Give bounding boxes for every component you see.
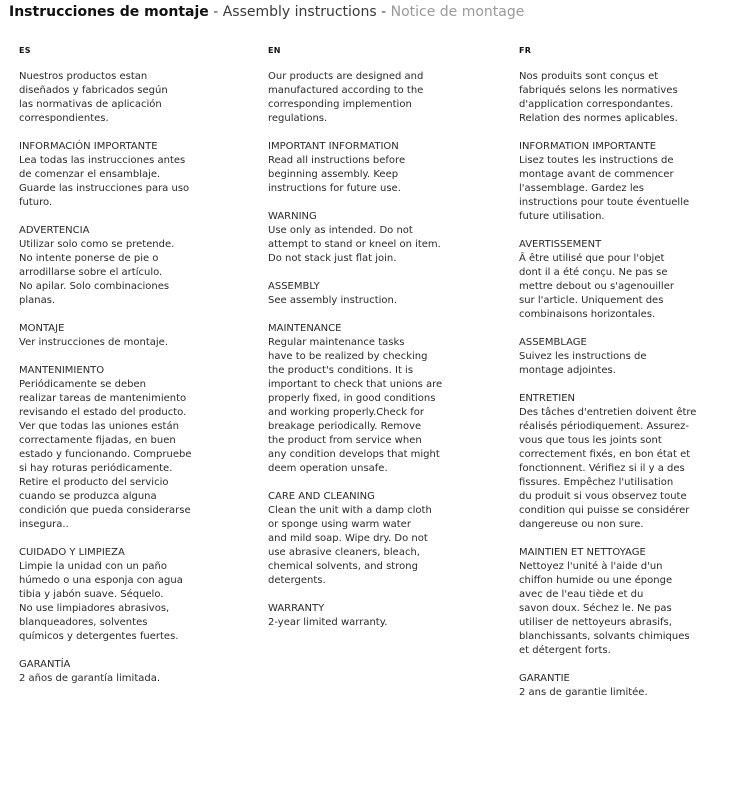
section-body: Â être utilisé que pour l'objet dont il a été conçu. Ne pas se mettre debout ou s'agenouiller sur l'article. Uniquement des combinaisons horizontales. <box>519 253 674 320</box>
section-body: Clean the unit with a damp cloth or sponge using warm water and mild soap. Wipe dry. Do not use abrasive cleaners, bleach, chemical solvents, and strong detergents. <box>268 505 432 586</box>
section-heading: IMPORTANT INFORMATION <box>268 141 399 152</box>
section-heading: GARANTIE <box>519 673 570 684</box>
section-body: Des tâches d'entretien doivent être réalisés périodiquement. Assurez- vous que tous les joints sont correctement fixés, en bon état et fonctionnent. Vérifiez si il y a des fissures. Empêchez l'utilisation du produit si vous observez toute condition qui puisse se considérer dangereuse ou non sure. <box>519 407 697 530</box>
section-heading: ENTRETIEN <box>519 393 576 404</box>
section-maintenance-fr <box>519 392 719 532</box>
section-heading: AVERTISSEMENT <box>519 239 602 250</box>
section-warranty-en <box>268 602 463 630</box>
section-warranty-fr <box>519 672 719 700</box>
section-assembly-en <box>268 280 463 308</box>
section-body: Utilizar solo como se pretende. No intente ponerse de pie o arrodillarse sobre el artículo. No apilar. Solo combinaciones planas. <box>19 239 175 306</box>
section-warning-en <box>268 210 463 266</box>
title-french: Notice de montage <box>390 4 525 20</box>
section-body: Limpie la unidad con un paño húmedo o una esponja con agua tibia y jabón suave. Séquelo. No use limpiadores abrasivos, blanqueadores, solventes químicos y detergentes fuertes. <box>19 561 183 642</box>
section-body: Periódicamente se deben realizar tareas de mantenimiento revisando el estado del producto. Ver que todas las uniones están correctamente fijadas, en buen estado y funcionando. Compruebe si hay roturas periódicamente. Retire el producto del servicio cuando se produzca alguna condición que pueda considerarse insegura.. <box>19 379 192 530</box>
section-body: Nettoyez l'unité à l'aide d'un chiffon humide ou une éponge avec de l'eau tiède et du savon doux. Séchez le. Ne pas utiliser de nettoyeurs abrasifs, blanchissants, solvants chimiques et détergent forts. <box>519 561 690 656</box>
section-warning-es <box>19 224 219 308</box>
section-care-cleaning-en <box>268 490 463 588</box>
intro-text-es: Nuestros productos estan diseñados y fabricados según las normativas de aplicación correspondientes. <box>19 71 168 124</box>
section-body: 2 años de garantía limitada. <box>19 673 161 684</box>
document-title <box>9 3 524 21</box>
section-heading: ASSEMBLY <box>268 281 320 292</box>
section-body: Lisez toutes les instructions de montage avant de commencer l'assemblage. Gardez les instructions pour toute éventuelle future utilisation. <box>519 155 690 222</box>
section-heading: MAINTENANCE <box>268 323 342 334</box>
section-body: Lea todas las instrucciones antes de comenzar el ensamblaje. Guarde las instrucciones para uso futuro. <box>19 155 190 208</box>
section-heading: MAINTIEN ET NETTOYAGE <box>519 547 646 558</box>
title-english: Assembly instructions <box>222 4 377 20</box>
section-body: Ver instrucciones de montaje. <box>19 337 169 348</box>
section-assembly-es <box>19 322 219 350</box>
section-warning-fr <box>519 238 719 322</box>
section-heading: ADVERTENCIA <box>19 225 90 236</box>
title-spanish: Instrucciones de montaje <box>9 4 209 20</box>
section-heading: CUIDADO Y LIMPIEZA <box>19 547 125 558</box>
section-heading: CARE AND CLEANING <box>268 491 375 502</box>
section-heading: MONTAJE <box>19 323 65 334</box>
section-heading: GARANTÍA <box>19 659 71 670</box>
section-body: Read all instructions before beginning assembly. Keep instructions for future use. <box>268 155 406 194</box>
section-body: Regular maintenance tasks have to be realized by checking the product's conditions. It is important to check that unions are properly fixed, in good conditions and working properly.Check for breakage periodically. Remove the product from service when any condition develops that might deem operation unsafe. <box>268 337 443 474</box>
section-warranty-es <box>19 658 219 686</box>
section-important-information-fr <box>519 140 719 224</box>
column-fr <box>519 46 719 714</box>
language-label-fr: FR <box>519 46 532 55</box>
section-heading: WARRANTY <box>268 603 325 614</box>
section-body: Use only as intended. Do not attempt to stand or kneel on item. Do not stack just flat join. <box>268 225 441 264</box>
section-assembly-fr <box>519 336 719 378</box>
column-en <box>268 46 463 644</box>
language-label-en: EN <box>268 46 281 55</box>
section-body: Suivez les instructions de montage adjointes. <box>519 351 647 376</box>
section-heading: MANTENIMIENTO <box>19 365 105 376</box>
section-heading: WARNING <box>268 211 317 222</box>
title-separator: - <box>376 4 391 20</box>
section-body: See assembly instruction. <box>268 295 398 306</box>
section-heading: INFORMATION IMPORTANTE <box>519 141 657 152</box>
section-body: 2 ans de garantie limitée. <box>519 687 648 698</box>
intro-text-fr: Nos produits sont conçus et fabriqués selons les normatives d'application correspondantes. Relation des normes aplicables. <box>519 71 678 124</box>
column-es <box>19 46 219 700</box>
intro-text-en: Our products are designed and manufactured according to the corresponding implemention regulations. <box>268 71 424 124</box>
section-care-cleaning-es <box>19 546 219 644</box>
section-heading: INFORMACIÓN IMPORTANTE <box>19 141 158 152</box>
title-separator: - <box>208 4 223 20</box>
section-heading: ASSEMBLAGE <box>519 337 587 348</box>
section-important-information-en <box>268 140 463 196</box>
section-care-cleaning-fr <box>519 546 719 658</box>
section-important-information-es <box>19 140 219 210</box>
section-maintenance-en <box>268 322 463 476</box>
language-label-es: ES <box>19 46 31 55</box>
section-body: 2-year limited warranty. <box>268 617 388 628</box>
section-maintenance-es <box>19 364 219 532</box>
